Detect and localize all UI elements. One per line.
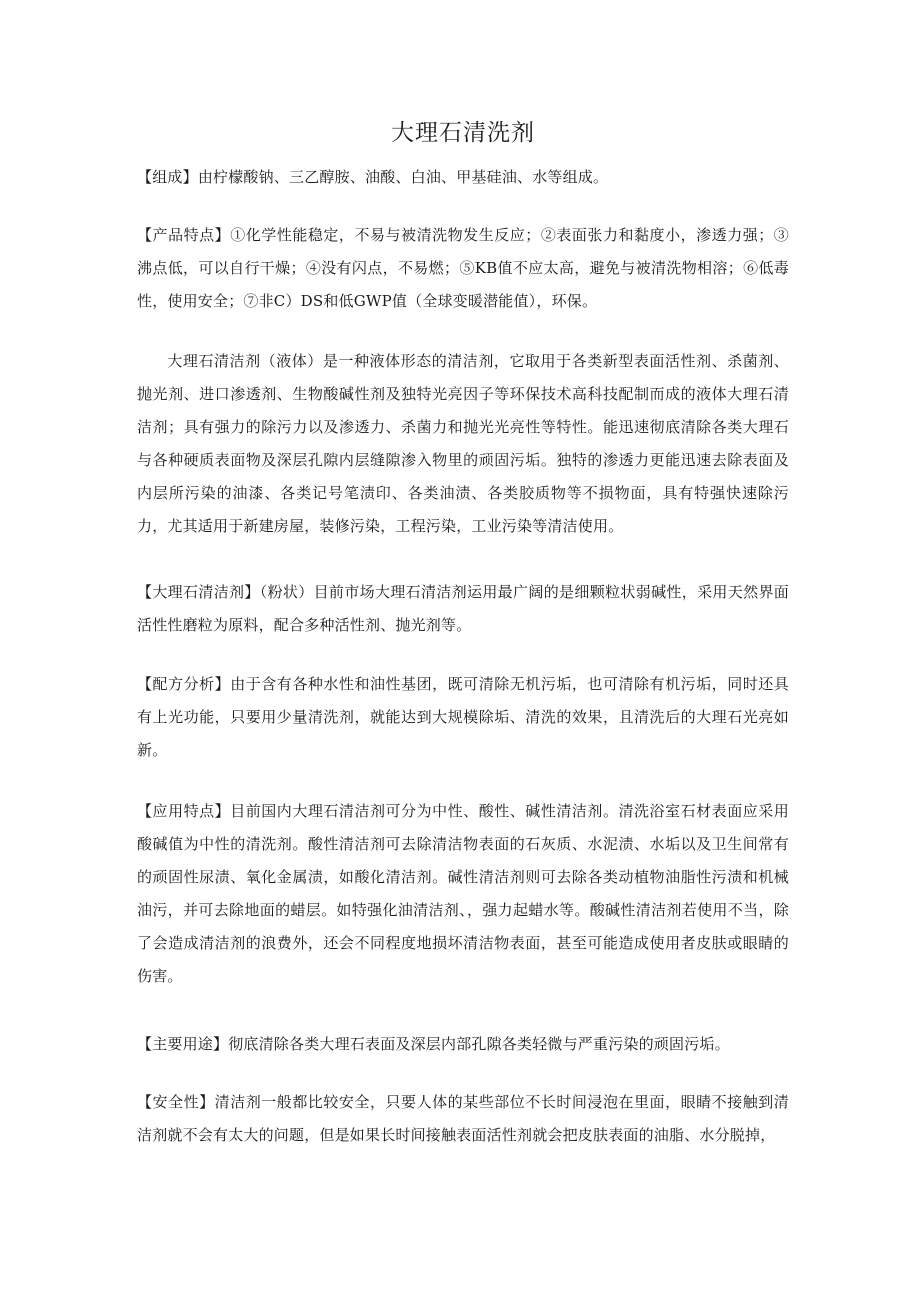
document-title: 大理石清洗剂: [391, 120, 535, 146]
paragraph-body: 清洁剂一般都比较安全，只要人体的某些部位不长时间浸泡在里面，眼睛不接触到清洁剂就不会有太大的问题，但是如果长时间接触表面活性剂就会把皮肤表面的油脂、水分脱掉，: [137, 1093, 789, 1144]
paragraph-liquid-cleaner: [137, 345, 789, 543]
paragraph-product-features: [137, 219, 789, 318]
paragraph-heading: 【安全性】: [137, 1093, 215, 1111]
paragraph-body: 大理石清洁剂（液体）是一种液体形态的清洁剂，它取用于各类新型表面活性剂、杀菌剂、抛光剂、进口渗透剂、生物酸碱性剂及独特光亮因子等环保技术高科技配制而成的液体大理石清洁剂；具有强力的除污力以及渗透力、杀菌力和抛光光亮性等特性。能迅速彻底清除各类大理石与各种硬质表面物及深层孔隙内层缝隙渗入物里的顽固污垢。独特的渗透力更能迅速去除表面及内层所污染的油漆、各类记号笔渍印、各类油渍、各类胶质物等不损物面，具有特强快速除污力，尤其适用于新建房屋，装修污染，工程污染，工业污染等清洁使用。: [137, 352, 789, 535]
paragraph-body: 由于含有各种水性和油性基团，既可清除无机污垢，也可清除有机污垢，同时还具有上光功能，只要用少量清洗剂，就能达到大规模除垢、清洗的效果，且清洗后的大理石光亮如新。: [137, 675, 789, 759]
paragraph-body: （粉状）目前市场大理石清洁剂运用最广阔的是细颗粒状弱碱性，采用天然界面活性性磨粒为原料，配合多种活性剂、抛光剂等。: [137, 583, 789, 634]
paragraph-heading: 【组成】: [137, 168, 198, 186]
paragraph-formula-analysis: [137, 668, 789, 767]
paragraph-body: 由柠檬酸钠、三乙醇胺、油酸、白油、甲基硅油、水等组成。: [197, 168, 609, 186]
paragraph-application-features: [137, 795, 789, 993]
paragraph-body: ①化学性能稳定，不易与被清洗物发生反应；②表面张力和黏度小，渗透力强；③沸点低，可以自行干燥；④没有闪点，不易燃；⑤KB值不应太高，避免与被清洗物相溶；⑥低毒性，使用安全；⑦非C）DS和低GWP值（全球变暖潜能值），环保。: [137, 226, 789, 310]
paragraph-powder-cleaner: [137, 576, 789, 642]
paragraph-main-uses: [137, 1028, 789, 1061]
paragraph-heading: 【配方分析】: [137, 675, 231, 693]
paragraph-composition: [137, 161, 789, 194]
paragraph-heading: 【产品特点】: [137, 226, 231, 244]
paragraph-heading: 【应用特点】: [137, 802, 231, 820]
paragraph-heading: 【主要用途】: [137, 1035, 229, 1053]
paragraph-body: 目前国内大理石清洁剂可分为中性、酸性、碱性清洁剂。清洗浴室石材表面应采用酸碱值为中性的清洗剂。酸性清洁剂可去除清洁物表面的石灰质、水泥渍、水垢以及卫生间常有的顽固性尿渍、氧化金属渍，如酸化清洁剂。碱性清洁剂则可去除各类动植物油脂性污渍和机械油污，并可去除地面的蜡层。如特强化油清洁剂、，强力起蜡水等。酸碱性清洁剂若使用不当，除了会造成清洁剂的浪费外，还会不同程度地损坏清洁物表面，甚至可能造成使用者皮肤或眼睛的伤害。: [137, 802, 789, 985]
paragraph-safety: [137, 1086, 789, 1152]
paragraph-heading: 【大理石清洁剂】: [137, 583, 260, 601]
paragraph-body: 彻底清除各类大理石表面及深层内部孔隙各类轻微与严重污染的顽固污垢。: [228, 1035, 730, 1053]
